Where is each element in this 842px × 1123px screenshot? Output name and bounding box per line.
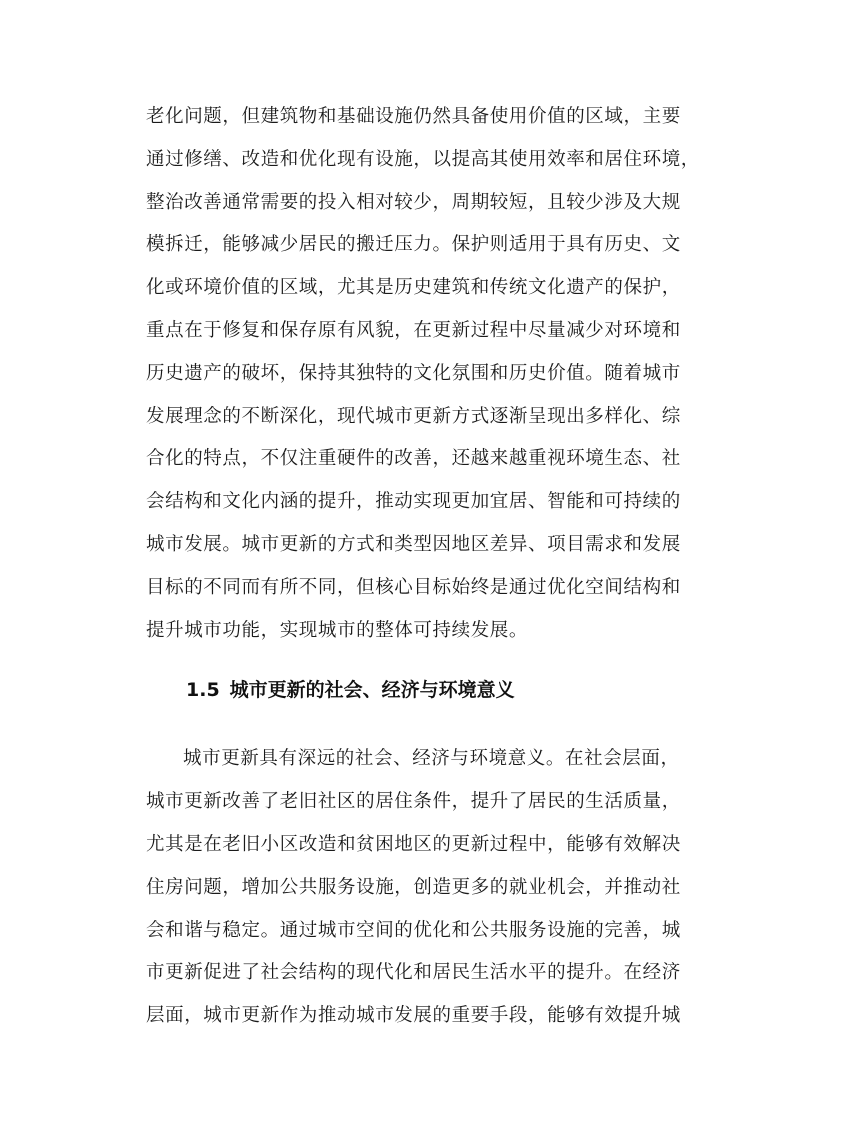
- text-line: 城市更新改善了老旧社区的居住条件，提升了居民的生活质量，: [146, 791, 681, 812]
- text-line: 目标的不同而有所不同，但核心目标始终是通过优化空间结构和: [146, 577, 681, 598]
- text-line: 住房问题，增加公共服务设施，创造更多的就业机会，并推动社: [146, 877, 681, 898]
- text-line: 城市发展。城市更新的方式和类型因地区差异、项目需求和发展: [146, 534, 681, 555]
- text-line: 发展理念的不断深化，现代城市更新方式逐渐呈现出多样化、综: [146, 406, 681, 427]
- text-line: 提升城市功能，实现城市的整体可持续发展。: [146, 620, 529, 641]
- text-line: 历史遗产的破坏，保持其独特的文化氛围和历史价值。随着城市: [146, 363, 681, 384]
- text-line: 市更新促进了社会结构的现代化和居民生活水平的提升。在经济: [146, 962, 681, 983]
- section-heading: [186, 670, 515, 710]
- text-line: 老化问题，但建筑物和基础设施仍然具备使用价值的区域，主要: [146, 106, 681, 127]
- section-number: 1.5: [186, 679, 220, 701]
- text-line: 通过修缮、改造和优化现有设施，以提高其使用效率和居住环境，: [146, 149, 700, 170]
- text-line: 重点在于修复和保存原有风貌，在更新过程中尽量减少对环境和: [146, 320, 681, 341]
- text-line: 合化的特点，不仅注重硬件的改善，还越来越重视环境生态、社: [146, 448, 681, 469]
- text-line: 城市更新具有深远的社会、经济与环境意义。在社会层面，: [183, 748, 680, 769]
- text-line: 会结构和文化内涵的提升，推动实现更加宜居、智能和可持续的: [146, 491, 681, 512]
- text-line: 会和谐与稳定。通过城市空间的优化和公共服务设施的完善，城: [146, 920, 681, 941]
- text-line: 模拆迁，能够减少居民的搬迁压力。保护则适用于具有历史、文: [146, 234, 681, 255]
- text-line: 层面，城市更新作为推动城市发展的重要手段，能够有效提升城: [146, 1005, 681, 1026]
- section-title: 城市更新的社会、经济与环境意义: [229, 679, 515, 701]
- text-line: 尤其是在老旧小区改造和贫困地区的更新过程中，能够有效解决: [146, 834, 681, 855]
- text-line: 化或环境价值的区域，尤其是历史建筑和传统文化遗产的保护，: [146, 277, 681, 298]
- text-line: 整治改善通常需要的投入相对较少，周期较短，且较少涉及大规: [146, 192, 681, 213]
